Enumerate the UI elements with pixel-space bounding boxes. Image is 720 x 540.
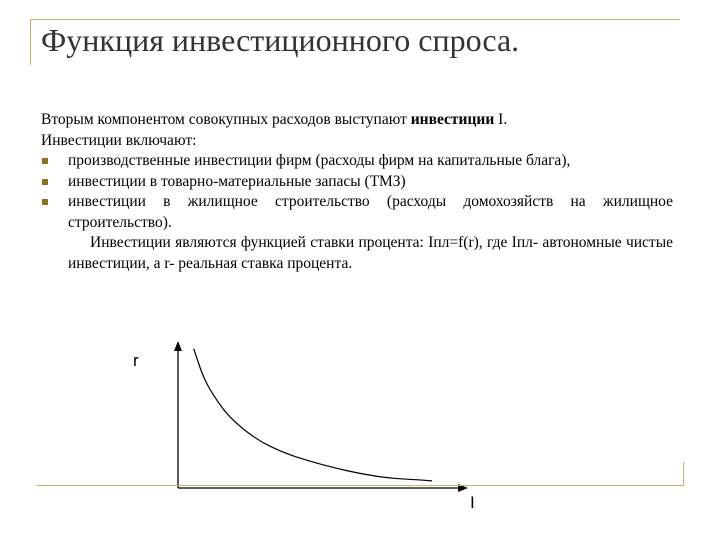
intro-text: Вторым компонентом совокупных расходов выступают [41,111,411,128]
square-bullet-icon [42,158,48,164]
slide-title: Функция инвестиционного спроса. [41,22,520,58]
x-axis-label: I [470,493,475,512]
slide-body [41,110,673,274]
square-bullet-icon [42,179,48,185]
bullet-text: инвестиции в жилищное строительство (расходы домохозяйств на жилищное строительство). [68,193,673,231]
intro-text-end: I. [494,111,508,128]
investment-demand-chart [0,330,720,530]
intro-bold-term: инвестиции [410,111,495,128]
summary-paragraph: Инвестиции являются функцией ставки процента: Iпл=f(r), где Iпл- автономные чистые инвестиции, а r- реальная ставка процента. [68,234,673,272]
investment-demand-curve [194,349,432,481]
frame-top-line [30,19,680,20]
bullet-item [41,172,673,193]
bullet-text: производственные инвестиции фирм (расходы фирм на капитальные блага), [68,152,571,169]
y-axis-label: r [133,351,139,370]
bullet-text: инвестиции в товарно-материальные запасы (ТМЗ) [68,172,406,190]
square-bullet-icon [42,199,48,205]
intro-line-1 [41,110,673,131]
y-axis-arrow-icon [174,341,182,351]
frame-right-line [683,462,684,486]
bullet-item [41,151,673,172]
intro-line-2: Инвестиции включают: [41,131,197,149]
bullet-item [41,192,673,233]
frame-left-line [30,19,31,65]
frame-bottom-line [37,485,684,486]
